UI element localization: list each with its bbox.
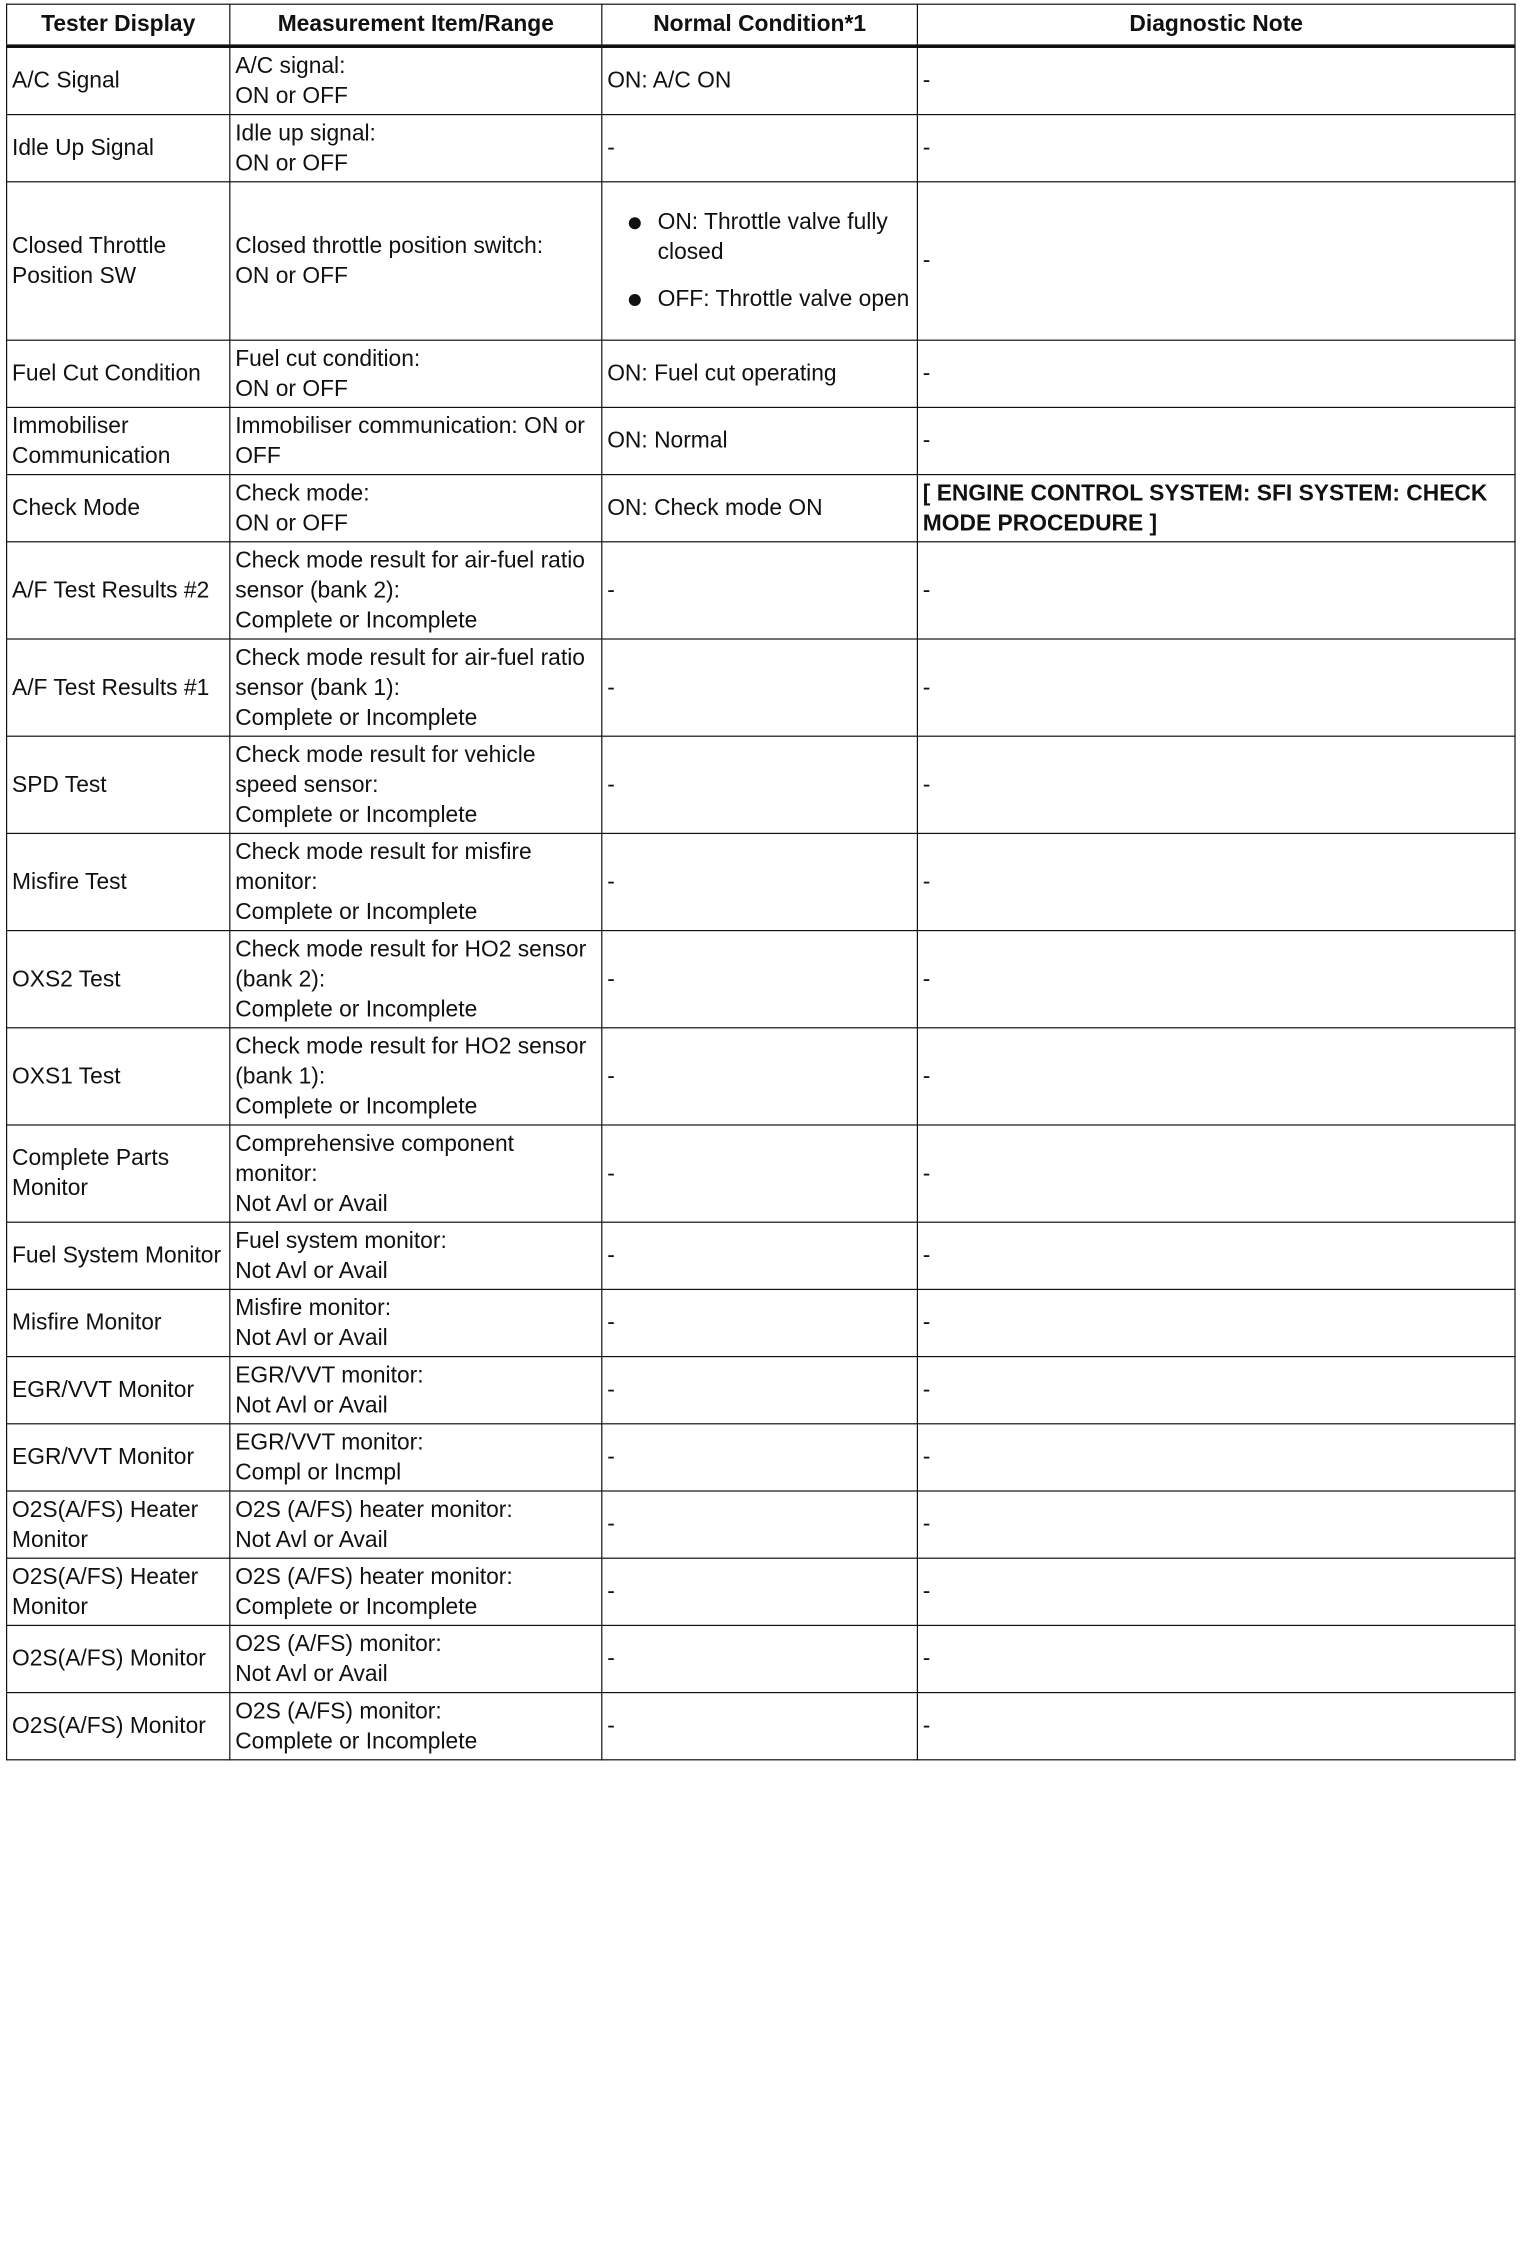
- measurement-range-cell: Fuel cut condition: ON or OFF: [230, 340, 602, 407]
- normal-condition-cell: -: [602, 1125, 918, 1222]
- table-row: [7, 1491, 1515, 1558]
- tester-display-cell: O2S(A/FS) Monitor: [7, 1693, 230, 1760]
- table-row: [7, 115, 1515, 182]
- tester-display-cell: OXS1 Test: [7, 1028, 230, 1125]
- table-row: [7, 542, 1515, 639]
- measurement-range-cell: O2S (A/FS) heater monitor: Complete or Incomplete: [230, 1558, 602, 1625]
- bullet-item: ON: Throttle valve fully closed: [607, 208, 912, 268]
- normal-condition-cell: -: [602, 931, 918, 1028]
- diagnostic-note-cell: -: [917, 1625, 1515, 1692]
- diagnostic-note-cell: -: [917, 407, 1515, 474]
- measurement-range-cell: Fuel system monitor: Not Avl or Avail: [230, 1222, 602, 1289]
- diagnostic-note-cell: -: [917, 1491, 1515, 1558]
- table-row: [7, 1028, 1515, 1125]
- diagnostic-note-cell: -: [917, 1693, 1515, 1760]
- tester-display-cell: O2S(A/FS) Heater Monitor: [7, 1558, 230, 1625]
- col-header-diagnostic-note: Diagnostic Note: [917, 4, 1515, 46]
- tester-display-cell: Fuel System Monitor: [7, 1222, 230, 1289]
- table-row: [7, 340, 1515, 407]
- diagnostic-note-cell: -: [917, 340, 1515, 407]
- tester-display-cell: O2S(A/FS) Heater Monitor: [7, 1491, 230, 1558]
- table-row: [7, 931, 1515, 1028]
- measurement-range-cell: EGR/VVT monitor: Compl or Incmpl: [230, 1424, 602, 1491]
- measurement-range-cell: O2S (A/FS) heater monitor: Not Avl or Avail: [230, 1491, 602, 1558]
- diagnostic-note-cell: -: [917, 1424, 1515, 1491]
- diagnostic-note-cell: -: [917, 1289, 1515, 1356]
- measurement-range-cell: Check mode result for misfire monitor: Complete or Incomplete: [230, 833, 602, 930]
- normal-condition-cell: -: [602, 1289, 918, 1356]
- normal-condition-cell: -: [602, 542, 918, 639]
- normal-condition-cell: -: [602, 1693, 918, 1760]
- diagnostic-note-cell: -: [917, 1125, 1515, 1222]
- normal-condition-cell: ON: Fuel cut operating: [602, 340, 918, 407]
- diagnostic-note-cell: -: [917, 736, 1515, 833]
- table-row: [7, 475, 1515, 542]
- normal-condition-cell: [602, 182, 918, 340]
- table-row: [7, 407, 1515, 474]
- diagnostic-note-cell: -: [917, 46, 1515, 114]
- tester-display-cell: Check Mode: [7, 475, 230, 542]
- table-row: [7, 1558, 1515, 1625]
- diagnostic-note-cell: -: [917, 182, 1515, 340]
- diagnostic-note-cell: -: [917, 833, 1515, 930]
- table-row: [7, 833, 1515, 930]
- measurement-range-cell: EGR/VVT monitor: Not Avl or Avail: [230, 1357, 602, 1424]
- data-list-table: [6, 4, 1516, 1761]
- diagnostic-note-cell: -: [917, 1222, 1515, 1289]
- measurement-range-cell: A/C signal: ON or OFF: [230, 46, 602, 114]
- normal-condition-cell: -: [602, 1357, 918, 1424]
- tester-display-cell: Fuel Cut Condition: [7, 340, 230, 407]
- tester-display-cell: A/F Test Results #1: [7, 639, 230, 736]
- normal-condition-cell: -: [602, 1424, 918, 1491]
- normal-condition-bullet-list: [607, 208, 912, 315]
- normal-condition-cell: -: [602, 1558, 918, 1625]
- measurement-range-cell: Check mode: ON or OFF: [230, 475, 602, 542]
- tester-display-cell: O2S(A/FS) Monitor: [7, 1625, 230, 1692]
- tester-display-cell: Misfire Monitor: [7, 1289, 230, 1356]
- diagnostic-note-cell: -: [917, 1357, 1515, 1424]
- diagnostic-note-cell: -: [917, 542, 1515, 639]
- table-row: [7, 1693, 1515, 1760]
- normal-condition-cell: -: [602, 1222, 918, 1289]
- col-header-tester-display: Tester Display: [7, 4, 230, 46]
- normal-condition-cell: -: [602, 1491, 918, 1558]
- measurement-range-cell: Check mode result for air-fuel ratio sensor (bank 2): Complete or Incomplete: [230, 542, 602, 639]
- tester-display-cell: A/F Test Results #2: [7, 542, 230, 639]
- diagnostic-note-cell: -: [917, 931, 1515, 1028]
- col-header-measurement-item: Measurement Item/Range: [230, 4, 602, 46]
- table-row: [7, 1222, 1515, 1289]
- table-row: [7, 736, 1515, 833]
- measurement-range-cell: Check mode result for HO2 sensor (bank 2): Complete or Incomplete: [230, 931, 602, 1028]
- measurement-range-cell: Check mode result for air-fuel ratio sensor (bank 1): Complete or Incomplete: [230, 639, 602, 736]
- normal-condition-cell: -: [602, 1625, 918, 1692]
- measurement-range-cell: O2S (A/FS) monitor: Complete or Incomplete: [230, 1693, 602, 1760]
- table-row: [7, 1125, 1515, 1222]
- table-row: [7, 182, 1515, 340]
- diagnostic-note-cell: -: [917, 1028, 1515, 1125]
- normal-condition-cell: -: [602, 1028, 918, 1125]
- tester-display-cell: Complete Parts Monitor: [7, 1125, 230, 1222]
- measurement-range-cell: Closed throttle position switch: ON or OFF: [230, 182, 602, 340]
- tester-display-cell: Misfire Test: [7, 833, 230, 930]
- diagnostic-note-cell: -: [917, 639, 1515, 736]
- normal-condition-cell: ON: Normal: [602, 407, 918, 474]
- bullet-item: OFF: Throttle valve open: [607, 284, 912, 314]
- table-row: [7, 639, 1515, 736]
- diagnostic-note-cell: -: [917, 115, 1515, 182]
- measurement-range-cell: Idle up signal: ON or OFF: [230, 115, 602, 182]
- table-row: [7, 1625, 1515, 1692]
- table-row: [7, 1289, 1515, 1356]
- table-row: [7, 1357, 1515, 1424]
- tester-display-cell: EGR/VVT Monitor: [7, 1357, 230, 1424]
- tester-display-cell: A/C Signal: [7, 46, 230, 114]
- diagnostic-note-cell: -: [917, 1558, 1515, 1625]
- tester-display-cell: Idle Up Signal: [7, 115, 230, 182]
- bullet-dot-icon: [629, 294, 641, 306]
- tester-display-cell: Closed Throttle Position SW: [7, 182, 230, 340]
- tester-display-cell: SPD Test: [7, 736, 230, 833]
- bullet-dot-icon: [629, 217, 641, 229]
- normal-condition-cell: ON: A/C ON: [602, 46, 918, 114]
- tester-display-cell: EGR/VVT Monitor: [7, 1424, 230, 1491]
- normal-condition-cell: -: [602, 639, 918, 736]
- table-row: [7, 1424, 1515, 1491]
- measurement-range-cell: O2S (A/FS) monitor: Not Avl or Avail: [230, 1625, 602, 1692]
- normal-condition-cell: ON: Check mode ON: [602, 475, 918, 542]
- measurement-range-cell: Immobiliser communication: ON or OFF: [230, 407, 602, 474]
- measurement-range-cell: Check mode result for HO2 sensor (bank 1): Complete or Incomplete: [230, 1028, 602, 1125]
- tester-display-cell: OXS2 Test: [7, 931, 230, 1028]
- measurement-range-cell: Check mode result for vehicle speed sensor: Complete or Incomplete: [230, 736, 602, 833]
- tester-display-cell: Immobiliser Communication: [7, 407, 230, 474]
- measurement-range-cell: Comprehensive component monitor: Not Avl or Avail: [230, 1125, 602, 1222]
- table-row: [7, 46, 1515, 114]
- check-mode-procedure-link[interactable]: [ ENGINE CONTROL SYSTEM: SFI SYSTEM: CHECK MODE PROCEDURE ]: [917, 475, 1515, 542]
- measurement-range-cell: Misfire monitor: Not Avl or Avail: [230, 1289, 602, 1356]
- normal-condition-cell: -: [602, 736, 918, 833]
- header-row: [7, 4, 1515, 46]
- normal-condition-cell: -: [602, 115, 918, 182]
- normal-condition-cell: -: [602, 833, 918, 930]
- col-header-normal-condition: Normal Condition*1: [602, 4, 918, 46]
